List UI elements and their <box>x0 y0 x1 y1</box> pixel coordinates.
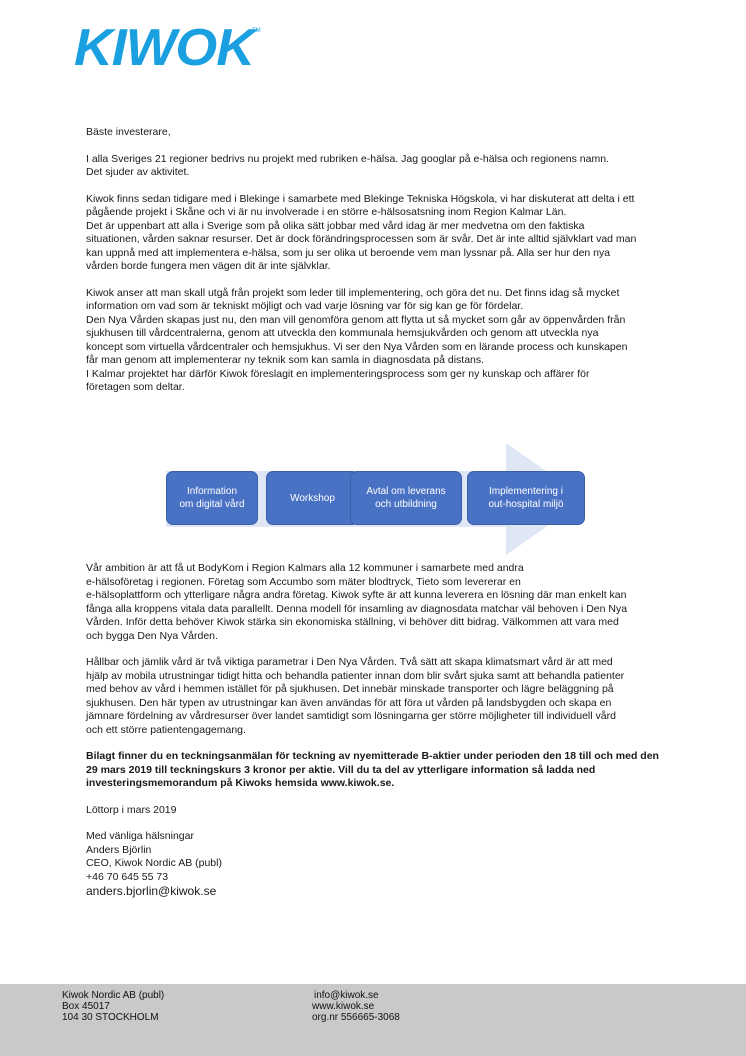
step-label: om digital vård <box>179 499 245 510</box>
subscription-notice <box>86 750 676 791</box>
footer-email[interactable]: info@kiwok.se <box>314 990 379 1001</box>
paragraph-regions <box>86 153 676 180</box>
letter-continuation <box>86 562 676 912</box>
text-line: 29 mars 2019 till teckningskurs 3 kronor per aktie. Vill du ta del av ytterligare information så ladda ned <box>86 763 596 776</box>
text-line: Vården. Inför detta behöver Kiwok stärka sin ekonomiska ställning, vi behöver ditt bidrag. Välkommen att vara med <box>86 616 619 628</box>
text-line: pågående projekt i Skåne och vi är nu involverade i en större e-hälsosatsning inom Region Kalmar Län. <box>86 206 567 218</box>
signer-title: CEO, Kiwok Nordic AB (publ) <box>86 857 222 869</box>
text-line: fånga alla kroppens vitala data parallellt. Denna modell för insamling av diagnosdata matchar väl behoven i Den Nya <box>86 602 628 615</box>
trademark-mark: TM <box>252 28 261 34</box>
implementation-process-diagram <box>166 443 586 555</box>
text-line: får man genom att implementerar ny teknik som kan samla in diagnosdata på distans. <box>86 354 485 366</box>
step-label: och utbildning <box>375 499 437 510</box>
text-line: vården borde fungera men vägen dit är inte självklar. <box>86 260 331 272</box>
footer-org-number: org.nr 556665-3068 <box>312 1012 400 1023</box>
footer-postal: 104 30 STOCKHOLM <box>62 1012 159 1023</box>
signer-phone: +46 70 645 55 73 <box>86 870 169 883</box>
text-line: Det sjuder av aktivitet. <box>86 166 190 178</box>
step-label: out-hospital miljö <box>488 499 564 510</box>
greeting: Bäste investerare, <box>86 126 171 138</box>
paragraph-sustainable-care <box>86 656 676 737</box>
signature-block <box>86 830 676 899</box>
footer-address <box>62 990 164 1023</box>
kiwok-logo <box>74 18 264 74</box>
closing: Med vänliga hälsningar <box>86 830 194 842</box>
text-line: information om vad som är tekniskt möjligt och vad varje lösning var för sig kan ge för fördelar. <box>86 300 524 312</box>
paragraph-blekinge <box>86 193 676 274</box>
page-footer <box>0 984 746 1056</box>
step-label: Implementering i <box>489 486 563 497</box>
text-line: e-hälsoföretag i regionen. Företag som Accumbo som mäter blodtryck, Tieto som levererar en <box>86 575 521 588</box>
process-step-implementation <box>467 471 585 525</box>
letter-intro <box>86 126 676 408</box>
paragraph-implementation <box>86 287 676 395</box>
text-line: Bilagt finner du en teckningsanmälan för teckning av nyemitterade B-aktier under perioden den 18 till och med den <box>86 750 659 762</box>
place-date: Löttorp i mars 2019 <box>86 803 177 816</box>
text-line: med behov av vård i hemmen istället för på sjukhusen. Det innebär minskade transporter och lägre beläggning på <box>86 683 614 695</box>
text-line: Kiwok anser att man skall utgå från projekt som leder till implementering, och göra det nu. Det finns idag så mycket <box>86 286 620 299</box>
text-line: Kiwok finns sedan tidigare med i Blekinge i samarbete med Blekinge Tekniska Högskola, vi har diskuterat att delta i ett <box>86 192 635 205</box>
logo-wordmark: KIWOK <box>74 19 259 74</box>
paragraph-ambition <box>86 562 676 643</box>
text-line: Det är uppenbart att alla i Sverige som på olika sätt jobbar med vård idag är mer medvetna om den faktiska <box>86 219 585 232</box>
text-line: Den Nya Vården skapas just nu, den man vill genomföra genom att flytta ut så mycket som går av öppenvården från <box>86 313 626 326</box>
process-step-information <box>166 471 258 525</box>
text-line: företagen som deltar. <box>86 381 185 393</box>
text-line: sjukhusen. Den här typen av utrustningar kan även användas för att föra ut vården på landsbygden och skapa en <box>86 696 612 709</box>
text-line: hjälp av mobila utrustningar tidigt hitta och behandla patienter innan dom blir svårt sjuka samt att behandla patienter <box>86 669 625 682</box>
text-line: situationen, vården saknar resurser. Det är dock förändringsprocessen som är svår. Det är inte alltid självklart vad man <box>86 233 637 245</box>
text-line: kan uppnå med att implementera e-hälsa, som ju ser olika ut beroende vem man lyssnar på. Alla ser hur den nya <box>86 246 611 259</box>
text-line: I Kalmar projektet har därför Kiwok föreslagit en implementeringsprocess som ger ny kunskap och affärer för <box>86 367 590 380</box>
process-step-agreement <box>350 471 462 525</box>
step-label: Avtal om leverans <box>366 486 446 497</box>
footer-company: Kiwok Nordic AB (publ) <box>62 990 165 1001</box>
footer-box: Box 45017 <box>62 1001 110 1012</box>
text-line: Hållbar och jämlik vård är två viktiga parametrar i Den Nya Vården. Två sätt att skapa klimatsmart vård är att med <box>86 656 613 668</box>
text-line: och bygga Den Nya Vården. <box>86 629 218 642</box>
step-label: Information <box>186 486 238 497</box>
text-line: jämnare fördelning av vårdresurser över landet samtidigt som lösningarna ger större möjligheter till individuell vård <box>86 710 616 722</box>
text-line: I alla Sveriges 21 regioner bedrivs nu projekt med rubriken e-hälsa. Jag googlar på e-hälsa och regionens namn. <box>86 152 609 165</box>
step-label: Workshop <box>290 492 335 504</box>
footer-website[interactable]: www.kiwok.se <box>312 1001 375 1012</box>
text-line: koncept som virtuella vårdcentraler och hemsjukhus. Vi ser den Nya Vården som en lärande process och kunskapen <box>86 340 628 353</box>
signer-email[interactable]: anders.bjorlin@kiwok.se <box>86 884 217 898</box>
footer-contact <box>312 990 400 1023</box>
text-line: sjukhusen till vårdcentralerna, genom att utveckla den kommunala hemsjukvården och genom att utveckla nya <box>86 327 599 339</box>
text-line: investeringsmemorandum på Kiwoks hemsida www.kiwok.se. <box>86 777 395 789</box>
text-line: Vår ambition är att få ut BodyKom i Region Kalmars alla 12 kommuner i samarbete med andra <box>86 562 524 574</box>
text-line: e-hälsoplattform och ytterligare några andra företag. Kiwok syfte är att kunna leverera en lösning där man enkelt kan <box>86 589 627 601</box>
signer-name: Anders Björlin <box>86 843 152 856</box>
process-step-workshop <box>266 471 359 525</box>
text-line: och ett större patientengagemang. <box>86 723 246 736</box>
